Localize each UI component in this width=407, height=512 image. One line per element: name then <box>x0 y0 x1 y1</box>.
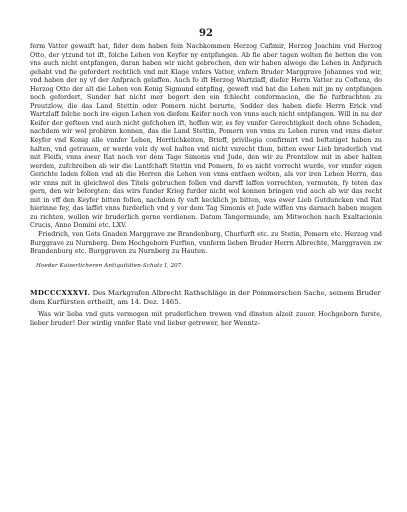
source-citation: Hoeder Kaiserlicheren Antiquitäten-Schatz I, 207. <box>36 262 184 269</box>
document-heading <box>30 289 382 307</box>
new-paragraph: Was wir lieba vnd guts vermogen mit pruderlichen trewen vnd dinsten alzeit zuuor. Hochgeborn furste, lieber bruder! Der wirdig vnnfer Rate vnd lieber getrewer, her Wenntz- <box>30 311 382 327</box>
closing-paragraph: Friedrich, von Gots Gnaden Marggrave zw Brandenburg, Churfurft etc. zu Stetin, Pomern etc. Herzog vnd Burggrave zu Nurnberg. Dem Hochgeborn Furften, vnnferm lieben Bruder Herrn Albrechte, Marggraven zw Brandenburg etc. Burggraven zu Nurnberg zu Hauten. <box>30 231 382 256</box>
main-paragraph: ferm Vatter gewaift hat, fider dem haben fein Nachkommen Herzog Cafimir, Herzog Joachim vnd Herzog Otto, der ytzund tot ift, folche Lehen von Keyfer ny entpfangen. Ab fie aber tagen wolten fie betten die von vns auch nicht entpfangen, daran haben wir nicht gebrechen, den wir haben alwege die Lehen in Anfpruch gehabt vnd fie gefordert rechtlich vnd mit Klage vnfers Vatter, vnfern Bruder Marggrave Johannes vnd wir, vnd haben der ny vf der Anfprach gelaffen. Auch fo ift Herzog Wartzlaff, diefer Herrn Vatter zu Coftenz, do Herzog Otto der alt die Lehen von Konig Sigmund entpfing, geweft vnd hat die Lehen mit jm ny entpfangen noch gefordert, Sunder hat nicht mer begert den ein fchlecht conformacion, die fie furbrachten zu Preutzlow, die das Land Stettin oder Pomern nicht berurte, Sodder des haben diefe Herrn Erick vnd Wartzlaff folche noch ire eigen Lehen von diefem Keifer noch von vnns auch nicht entpfangen. Will in nu der Keifer der gefteen vnd auch nicht gefchehen ift, hoffen wir, es fey vnnfer Gerechtigkeit doch ohne Schaden, nachdem wir wol probiren konnen, das die Land Stettin, Pomern von vnns zu Lehen ruren vnd vnns dieter Keyfer vnd Konig alle vnnfer Lehen, Herrlichkeiten, Brieff, privilegia confirmirt vnd beftatiget haben zu halten, vnd getrauen, er werde volz dy wol halten vnd nicht vnrecht thun, bitten ewer Lieb bruderlich vnd mit Fleifs, vnns ewer Rat noch vor dem Tage Simonis vnd Jude, den wir zu Prentzlow mit in aber halten werden, zufchreiben ab wir die Lantfchaft Stettin vnd Pomern, fo es nicht vorrecht wurde, vor vnnfer eigen Gerichte laden follen vnd ab die Herren die Lehen von vnns entfaen wolten, als vor iren Lehen Herrn, das wir vnns mit in gleichwol des Titels gebruchen follen vnd darvff laffen vorrechten, vermuten, fy teten das gern, den wir beforgten: das wirs funder Krieg furder nicht wol konnen bringen vnd auch ab wir das recht mit in vff den Keyfer bitten follen, nachdem fy vaft kecklich jn bitten, was ewer Lieb Gutduncken vnd Rat hierinne fey, das laffet vnns furderlich vnd y vor dem Tag Simonis et Jude wiffen vns darnach haben mugen zu richten, wollen wir bruderlich gerne verdienen. Datum Tangermunde, am Mitwochen nach Exaltacionis Crucis, Anno Domini etc. LXV. <box>30 43 382 230</box>
document-heading-text: Des Markgrafen Albrecht Rathschläge in der Pommerschen Sache, seinem Bruder dem Kurfürsten ertheilt, am 14. Dez. 1465. <box>30 288 381 306</box>
document-number: MDCCCXXXVI. <box>30 288 91 297</box>
document-page <box>30 28 382 328</box>
page-number: 92 <box>199 28 213 39</box>
